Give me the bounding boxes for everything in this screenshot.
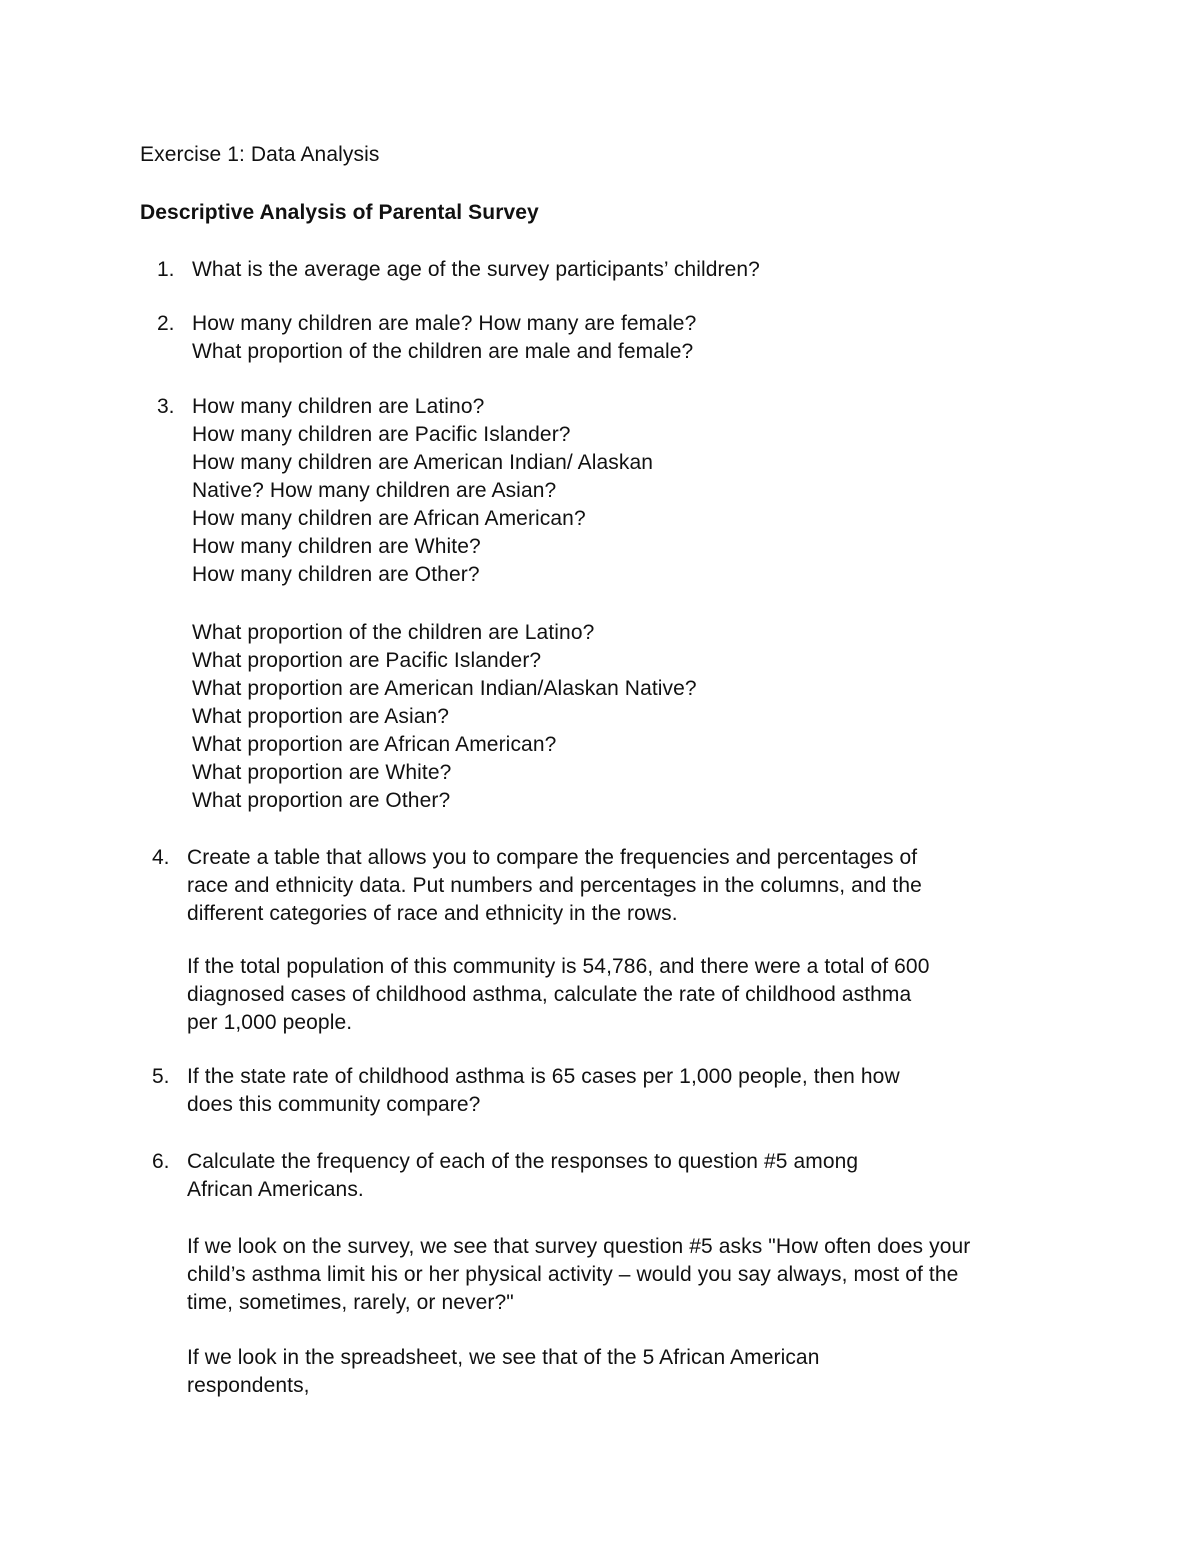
section-heading: Descriptive Analysis of Parental Survey (140, 201, 539, 224)
question-number: 4. (152, 846, 170, 869)
question-number: 5. (152, 1065, 170, 1088)
question-number: 6. (152, 1150, 170, 1173)
question-line: different categories of race and ethnicity in the rows. (187, 902, 678, 925)
question-line: Calculate the frequency of each of the responses to question #5 among (187, 1150, 859, 1173)
question-line: What proportion of the children are male and female? (192, 340, 694, 363)
question-line: How many children are Pacific Islander? (192, 423, 571, 446)
question-line: time, sometimes, rarely, or never?" (187, 1291, 514, 1314)
question-line: race and ethnicity data. Put numbers and percentages in the columns, and the (187, 874, 922, 897)
question-line: What is the average age of the survey participants’ children? (192, 258, 760, 281)
question-line: How many children are Latino? (192, 395, 485, 418)
question-line: If we look on the survey, we see that survey question #5 asks "How often does your (187, 1235, 971, 1258)
question-line: Create a table that allows you to compare the frequencies and percentages of (187, 846, 918, 869)
question-line: child’s asthma limit his or her physical activity – would you say always, most of the (187, 1263, 959, 1286)
question-line: If the state rate of childhood asthma is 65 cases per 1,000 people, then how (187, 1065, 900, 1088)
question-line: diagnosed cases of childhood asthma, calculate the rate of childhood asthma (187, 983, 912, 1006)
question-line: How many children are African American? (192, 507, 586, 530)
question-number: 1. (157, 258, 175, 281)
question-line: African Americans. (187, 1178, 364, 1201)
question-line: What proportion are American Indian/Alaskan Native? (192, 677, 697, 700)
question-line: does this community compare? (187, 1093, 481, 1116)
question-line: What proportion are Pacific Islander? (192, 649, 542, 672)
question-number: 3. (157, 395, 175, 418)
question-line: If we look in the spreadsheet, we see that of the 5 African American (187, 1346, 820, 1369)
question-line: How many children are White? (192, 535, 481, 558)
question-line: If the total population of this community is 54,786, and there were a total of 600 (187, 955, 930, 978)
question-line: per 1,000 people. (187, 1011, 353, 1034)
question-line: respondents, (187, 1374, 310, 1397)
question-line: Native? How many children are Asian? (192, 479, 557, 502)
question-line: How many children are American Indian/ Alaskan (192, 451, 654, 474)
question-line: How many children are male? How many are female? (192, 312, 697, 335)
question-line: What proportion are African American? (192, 733, 557, 756)
question-number: 2. (157, 312, 175, 335)
question-line: How many children are Other? (192, 563, 480, 586)
question-line: What proportion are Asian? (192, 705, 450, 728)
question-line: What proportion are White? (192, 761, 452, 784)
document-title: Exercise 1: Data Analysis (140, 143, 380, 166)
question-line: What proportion of the children are Latino? (192, 621, 595, 644)
question-line: What proportion are Other? (192, 789, 451, 812)
